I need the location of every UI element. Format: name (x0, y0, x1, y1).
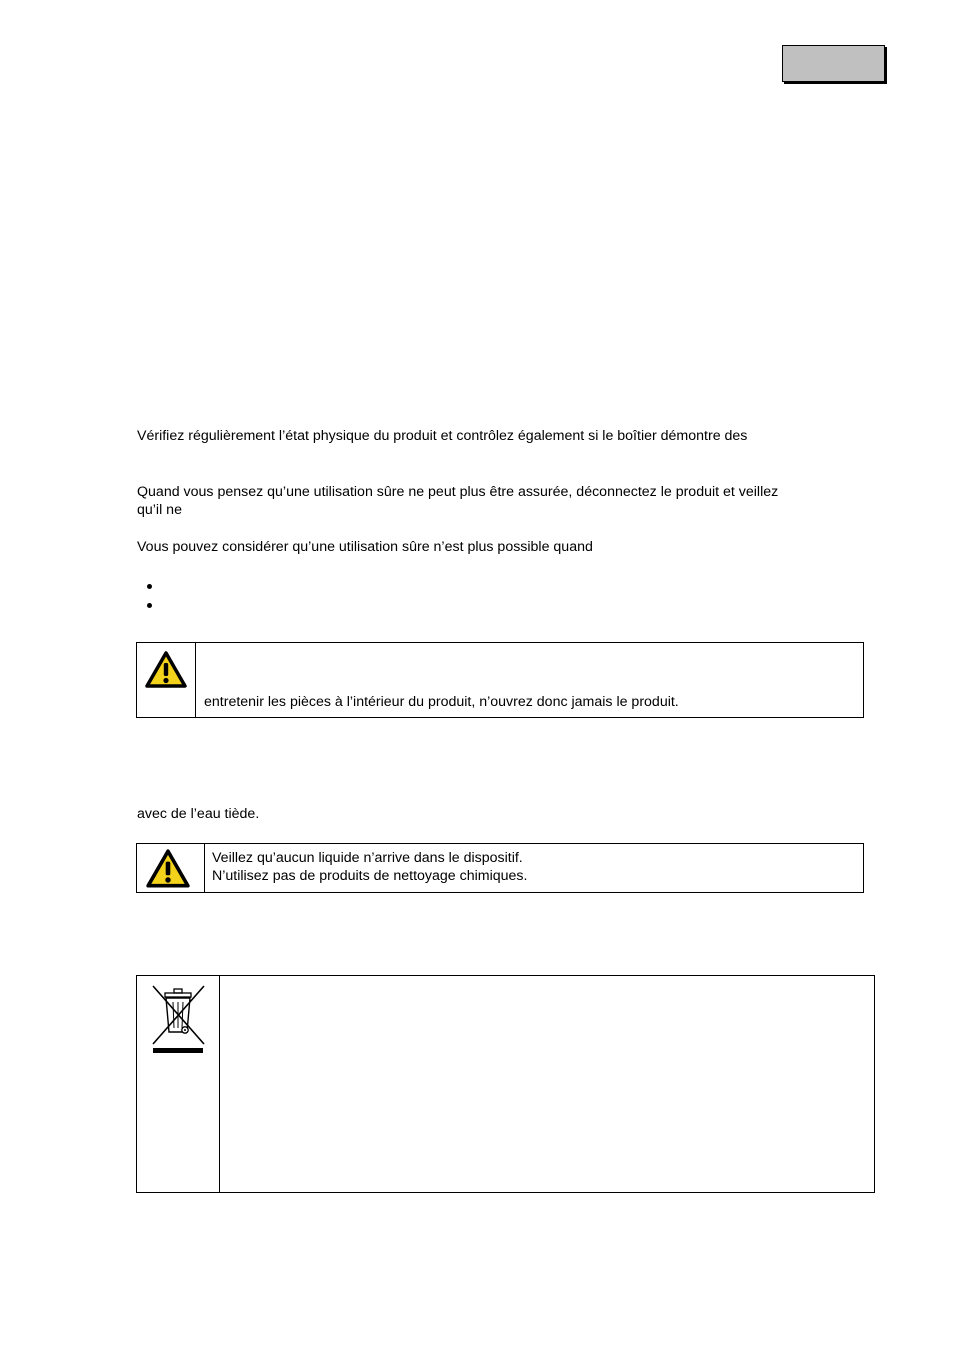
warning-text-line-1: Veillez qu’aucun liquide n’arrive dans le dispositif. (212, 850, 523, 866)
crossed-out-bin-icon (149, 984, 207, 1058)
paragraph-unsafe-conditions: Vous pouvez considérer qu’une utilisation sûre n’est plus possible quand (137, 539, 593, 555)
warning-text-line-2: entretenir les pièces à l’intérieur du produit, n’ouvrez donc jamais le produit. (204, 694, 679, 710)
disposal-box (136, 975, 875, 1193)
list-bullet-1 (147, 584, 152, 589)
warning-box-maintenance (136, 642, 864, 718)
disposal-icon-cell (137, 976, 220, 1192)
paragraph-safety-line-1: Quand vous pensez qu’une utilisation sûre ne peut plus être assurée, déconnectez le produit et veillez (137, 484, 779, 500)
warning-triangle-icon (144, 650, 188, 694)
warning-triangle-icon (145, 848, 191, 894)
warning-icon-cell (137, 844, 205, 892)
warning-text-line-2: N’utilisez pas de produits de nettoyage chimiques. (212, 868, 528, 884)
warning-icon-cell (137, 643, 196, 717)
paragraph-safety-line-2: qu’il ne (137, 502, 182, 518)
paragraph-cleaning: avec de l’eau tiède. (137, 806, 260, 822)
list-bullet-2 (147, 603, 152, 608)
paragraph-inspection: Vérifiez régulièrement l’état physique du produit et contrôlez également si le boîtier démontre des (137, 428, 748, 444)
warning-box-cleaning (136, 843, 864, 893)
language-tab (782, 45, 885, 82)
